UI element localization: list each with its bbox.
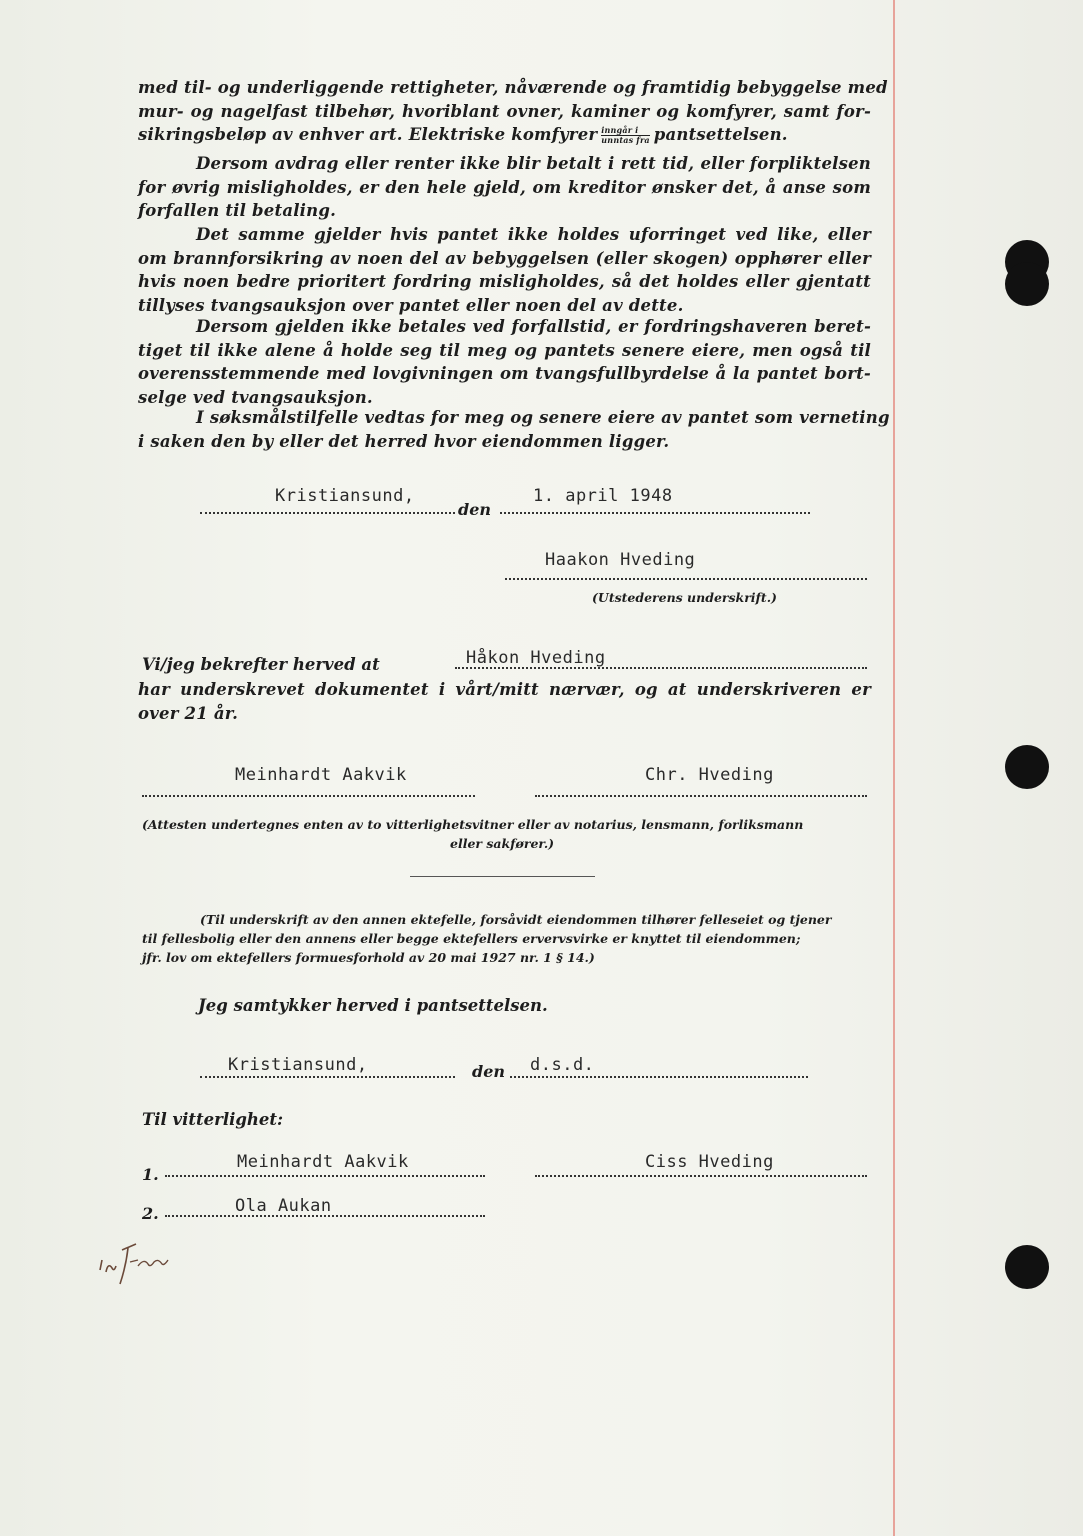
dotted-line [165,1215,485,1217]
inclusion-fraction [601,126,649,145]
text-line: I søksmålstilfelle vedtas for meg og senere eiere av pantet som verneting [196,408,890,427]
spouse-note-line: til fellesbolig eller den annens eller begge ektefellers ervervsvirke er knyttet til eiendommen; [142,931,801,946]
dotted-line [455,667,867,669]
text-line: hvis noen bedre prioritert fordring misligholdes, så det holdes eller gjentatt [138,272,871,292]
text-line: tiget til ikke alene å holde seg til meg og pantets senere eiere, men også til [138,340,871,360]
fraction-bottom: unntas fra [601,135,650,146]
consent-statement: Jeg samtykker herved i pantsettelsen. [198,996,548,1015]
punch-hole-top-lower [1005,262,1049,306]
dotted-line [535,795,867,797]
punch-hole-bottom [1005,1245,1049,1289]
paragraph-rights [138,76,888,147]
attestation-text [138,678,871,725]
dotted-line [535,1175,867,1177]
spouse-note-line: jfr. lov om ektefellers formuesforhold av 20 mai 1927 nr. 1 § 14.) [142,950,595,965]
witness-number: 1. [142,1165,159,1184]
text-line: selge ved tvangsauksjon. [138,387,373,407]
text-line: har underskrevet dokumentet i vårt/mitt nærvær, og at underskriveren er [138,680,871,699]
dotted-line [505,578,867,580]
den-label: den [472,1062,505,1081]
consent-spouse-signature: Ciss Hveding [645,1152,774,1172]
text-line: mur- og nagelfast tilbehør, hvoriblant ovner, kaminer og komfyrer, samt for- [138,101,871,121]
consent-witness-one: Meinhardt Aakvik [237,1152,409,1172]
text-line: for øvrig misligholdes, er den hele gjeld, om kreditor ønsker det, å anse som [138,177,871,197]
dotted-line [165,1175,485,1177]
divider [410,876,595,877]
text-line: forfallen til betaling. [138,201,337,221]
paragraph-enforcement [138,315,871,409]
fraction-top: inngår i [601,126,649,136]
text-line: over 21 år. [138,703,239,723]
issuer-caption: (Utstederens underskrift.) [592,590,777,605]
dotted-line [510,1076,808,1078]
issuer-name: Haakon Hveding [545,550,696,570]
attestation-prefix: Vi/jeg bekrefter herved at [142,655,380,674]
text-line: om brannforsikring av noen del av bebyggelsen (eller skogen) opphører eller [138,248,871,268]
dotted-line [200,512,455,514]
text-line: Det samme gjelder hvis pantet ikke holdes uforringet ved like, eller [196,225,871,244]
text-line: overensstemmende med lovgivningen om tvangsfullbyrdelse å la pantet bort- [138,364,871,384]
attestation-note-line: eller sakfører.) [450,836,555,851]
witness-one-name: Meinhardt Aakvik [235,765,407,785]
punch-hole-middle [1005,745,1049,789]
witness-two-name: Chr. Hveding [645,765,774,785]
dotted-line [200,1076,455,1078]
spouse-note-line: (Til underskrift av den annen ektefelle, forsåvidt eiendommen tilhører felleseiet og tjener [200,912,832,927]
text-fragment: sikringsbeløp av enhver art. Elektriske komfyrer [138,125,598,145]
witness-number: 2. [142,1204,159,1223]
den-label: den [458,500,491,519]
text-line: i saken den by eller det herred hvor eiendommen ligger. [138,431,670,451]
text-line: med til- og underliggende rettigheter, nåværende og framtidig bebyggelse med [138,78,888,97]
paragraph-venue [138,406,890,453]
dotted-line [142,795,475,797]
dotted-line [500,512,810,514]
signing-place: Kristiansund, [275,486,415,506]
attested-signer-name: Håkon Hveding [466,648,606,668]
signing-date: 1. april 1948 [533,486,673,506]
attestation-note-line: (Attesten undertegnes enten av to vitterlighetsvitner eller av notarius, lensmann, forliksmann [142,817,804,832]
witness-heading: Til vitterlighet: [142,1110,284,1129]
in-fidem-stamp [92,1232,172,1292]
consent-witness-two: Ola Aukan [235,1196,332,1216]
text-fragment: pantsettelsen. [653,125,788,145]
text-line-with-fraction [138,123,871,147]
text-line: tillyses tvangsauksjon over pantet eller noen del av dette. [138,295,684,315]
consent-place: Kristiansund, [228,1055,368,1075]
margin-rule [893,0,895,1536]
paragraph-maintenance [138,223,871,317]
text-line: Dersom avdrag eller renter ikke blir betalt i rett tid, eller forpliktelsen [196,154,871,173]
paragraph-default [138,152,871,223]
consent-date: d.s.d. [530,1055,595,1075]
text-line: Dersom gjelden ikke betales ved forfallstid, er fordringshaveren beret- [196,317,871,336]
